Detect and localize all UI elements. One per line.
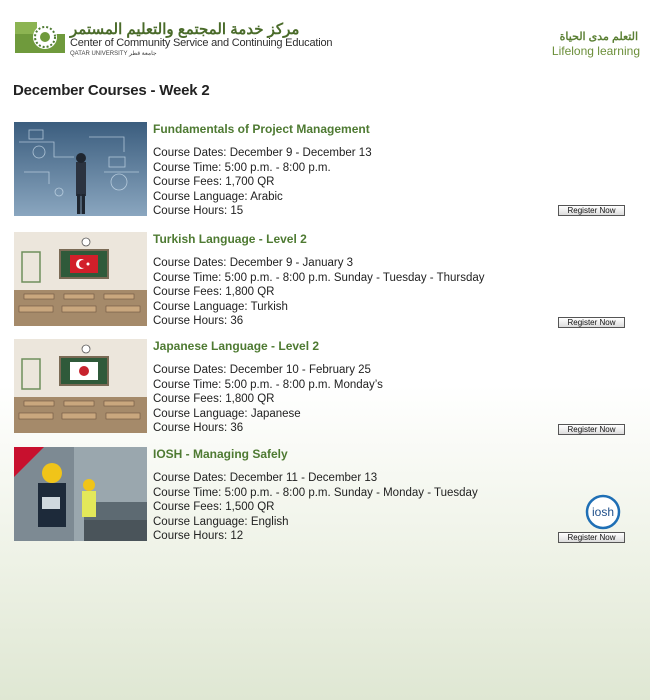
course-hours: Course Hours: 15: [153, 205, 244, 217]
course-item: [13, 122, 638, 218]
industrial-safety-image: [14, 447, 147, 541]
course-dates: Course Dates: December 10 - February 25: [153, 364, 371, 376]
course-hours: Course Hours: 36: [153, 315, 244, 327]
course-fees: Course Fees: 1,800 QR: [153, 393, 275, 405]
logo-english-text: Center of Community Service and Continuing Education: [70, 37, 333, 49]
course-fees: Course Fees: 1,800 QR: [153, 286, 275, 298]
course-item: [13, 339, 638, 435]
course-language: Course Language: Arabic: [153, 191, 283, 203]
course-title[interactable]: IOSH - Managing Safely: [153, 447, 288, 461]
course-time: Course Time: 5:00 p.m. - 8:00 p.m. Sunday - Monday - Tuesday: [153, 487, 478, 499]
svg-text:iosh: iosh: [591, 505, 615, 519]
course-language: Course Language: Turkish: [153, 301, 288, 313]
course-hours: Course Hours: 36: [153, 422, 244, 434]
logo-arabic-text: مركز خدمة المجتمع والتعليم المستمر: [70, 21, 300, 38]
course-language: Course Language: Japanese: [153, 408, 301, 420]
header: [0, 0, 650, 70]
course-time: Course Time: 5:00 p.m. - 8:00 p.m. Monday’s: [153, 379, 383, 391]
iosh-logo-icon: [582, 494, 624, 530]
logo-university-text: QATAR UNIVERSITY جامعة قطر: [70, 51, 157, 57]
course-item: [13, 447, 638, 543]
register-now-button[interactable]: Register Now: [558, 424, 625, 435]
center-logo-icon: [14, 20, 66, 54]
course-language: Course Language: English: [153, 516, 289, 528]
register-now-button[interactable]: Register Now: [558, 317, 625, 328]
classroom-turkey-flag-image: [14, 232, 147, 326]
register-now-button[interactable]: Register Now: [558, 205, 625, 216]
course-dates: Course Dates: December 11 - December 13: [153, 472, 378, 484]
tagline-english: Lifelong learning: [551, 44, 640, 58]
course-title[interactable]: Japanese Language - Level 2: [153, 339, 320, 353]
classroom-japan-flag-image: [14, 339, 147, 433]
project-management-image: [14, 122, 147, 216]
page-title: December Courses - Week 2: [13, 82, 210, 99]
course-time: Course Time: 5:00 p.m. - 8:00 p.m.: [153, 162, 331, 174]
course-fees: Course Fees: 1,500 QR: [153, 501, 275, 513]
course-fees: Course Fees: 1,700 QR: [153, 176, 275, 188]
course-dates: Course Dates: December 9 - January 3: [153, 257, 354, 269]
course-hours: Course Hours: 12: [153, 530, 244, 542]
register-now-button[interactable]: Register Now: [558, 532, 625, 543]
course-item: [13, 232, 638, 328]
course-time: Course Time: 5:00 p.m. - 8:00 p.m. Sunday - Tuesday - Thursday: [153, 272, 485, 284]
tagline-arabic: التعلم مدى الحياة: [559, 31, 638, 43]
course-title[interactable]: Turkish Language - Level 2: [153, 232, 307, 246]
course-title[interactable]: Fundamentals of Project Management: [153, 122, 370, 136]
course-dates: Course Dates: December 9 - December 13: [153, 147, 372, 159]
